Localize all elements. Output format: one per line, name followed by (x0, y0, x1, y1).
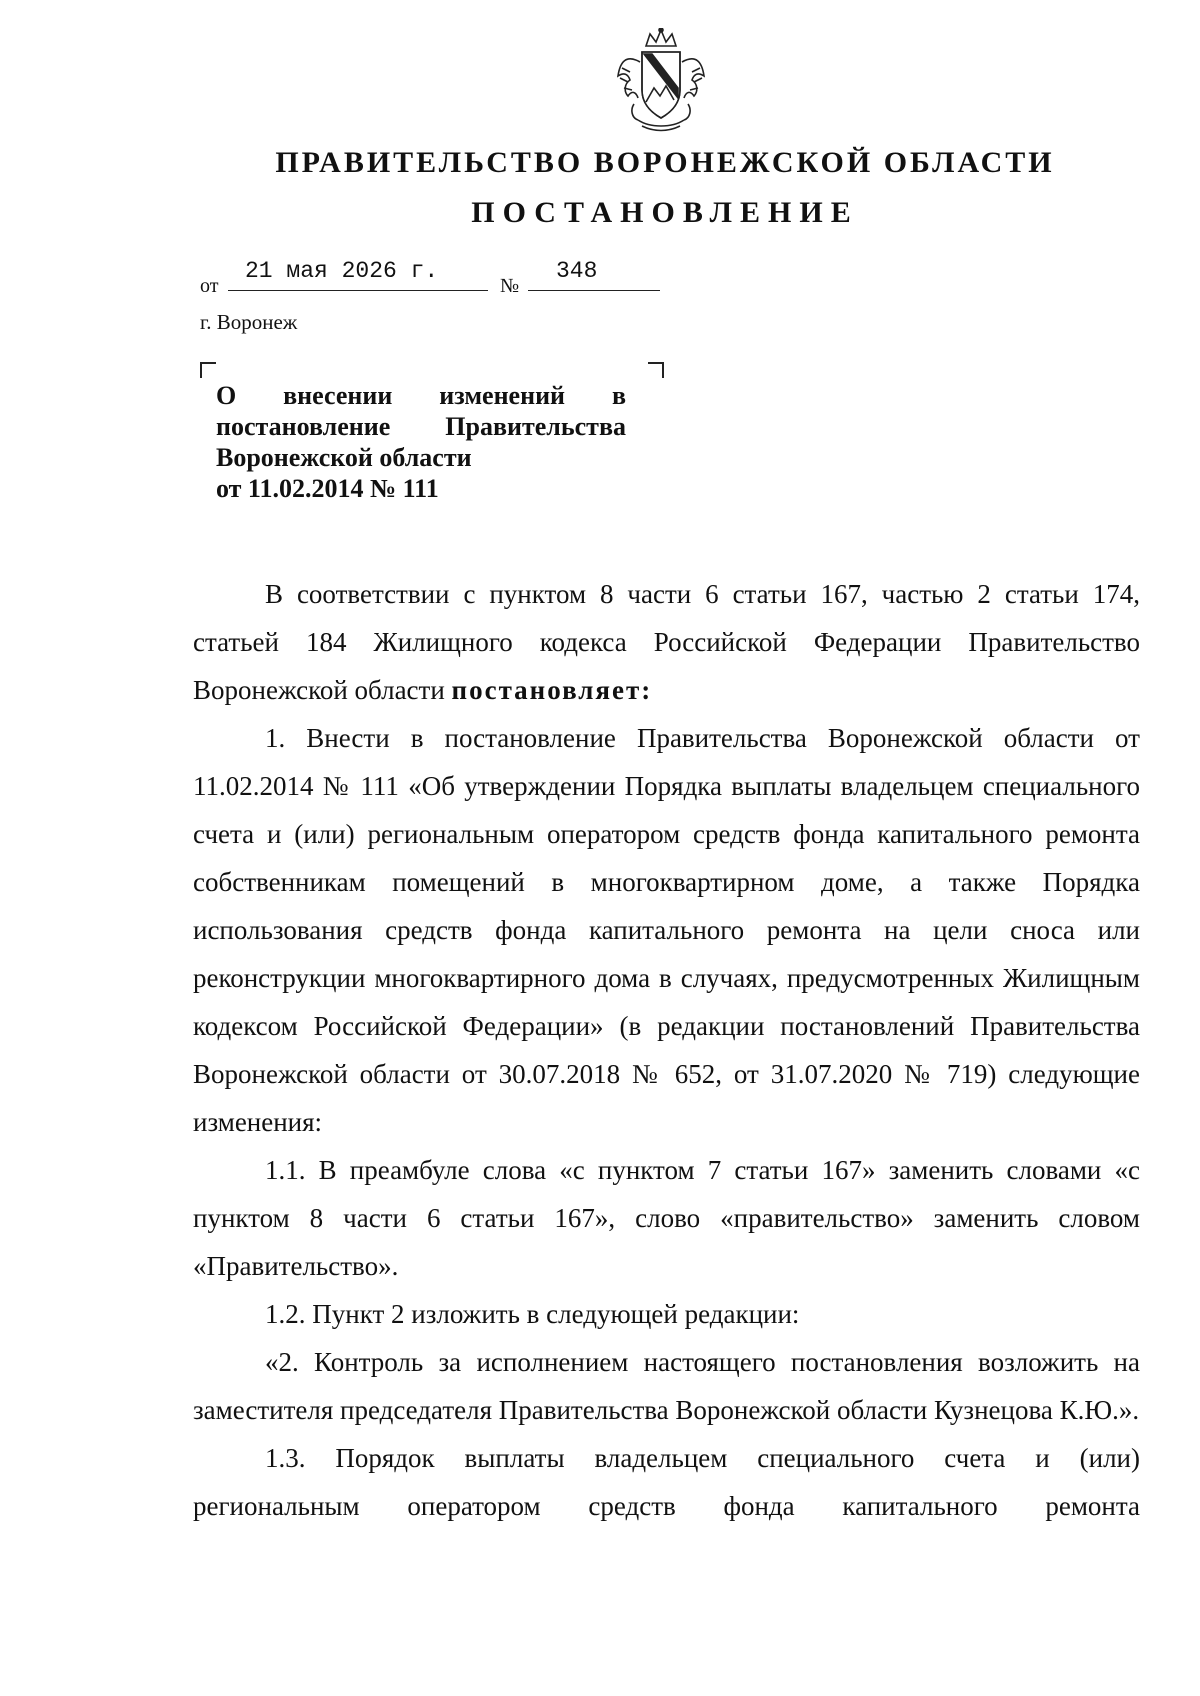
preamble-paragraph (193, 570, 1140, 714)
date-underline (228, 290, 488, 291)
preamble-verb: постановляет: (451, 675, 653, 705)
document-type-title: ПОСТАНОВЛЕНИЕ (471, 196, 859, 229)
subject-block (216, 380, 626, 504)
date-prefix-label: от (200, 275, 219, 297)
organization-title: ПРАВИТЕЛЬСТВО ВОРОНЕЖСКОЙ ОБЛАСТИ (275, 146, 1055, 179)
document-date: 21 мая 2026 г. (245, 258, 439, 284)
subject-line-4: от 11.02.2014 № 111 (216, 474, 439, 503)
item-1-3-paragraph: 1.3. Порядок выплаты владельцем специального счета и (или) региональным оператором средств фонда капитального ремонта (193, 1443, 1140, 1521)
number-prefix-label: № (500, 275, 520, 297)
item-1-paragraph: 1. Внести в постановление Правительства Воронежской области от 11.02.2014 № 111 «Об утверждении Порядка выплаты владельцем специального счета и (или) региональным оператором средств фонда капитального ремонта собственникам помещений в многоквартирном доме, а также Порядка использования средств фонда капитального ремонта на цели сноса или реконструкции многоквартирного дома в случаях, предусмотренных Жилищным кодексом Российской Федерации» (в редакции постановлений Правительства Воронежской области от 30.07.2018 № 652, от 31.07.2020 № 719) следующие изменения: (193, 723, 1140, 1137)
city-label: г. Воронеж (200, 310, 298, 334)
subject-line-3: Воронежской области (216, 443, 472, 472)
subject-line-1: О внесении изменений в (216, 381, 626, 410)
subject-line-2: постановление Правительства (216, 412, 626, 441)
document-body (193, 570, 1140, 1530)
subject-bracket-left (200, 362, 216, 378)
number-underline (528, 290, 660, 291)
subject-bracket-right (648, 362, 664, 378)
item-1-1-paragraph: 1.1. В преамбуле слова «с пунктом 7 статьи 167» заменить словами «с пунктом 8 части 6 статьи 167», слово «правительство» заменить словом «Правительство». (193, 1155, 1140, 1281)
preamble-text: В соответствии с пунктом 8 части 6 статьи 167, частью 2 статьи 174, статьей 184 Жилищного кодекса Российской Федерации Правительство Воронежской области (193, 579, 1140, 705)
document-number: 348 (556, 258, 598, 284)
item-1-2-paragraph: 1.2. Пункт 2 изложить в следующей редакции: (265, 1299, 800, 1329)
item-1-2-quote-paragraph: «2. Контроль за исполнением настоящего постановления возложить на заместителя председателя Правительства Воронежской области Кузнецова К.Ю.». (193, 1347, 1140, 1425)
coat-of-arms-emblem (616, 28, 706, 136)
